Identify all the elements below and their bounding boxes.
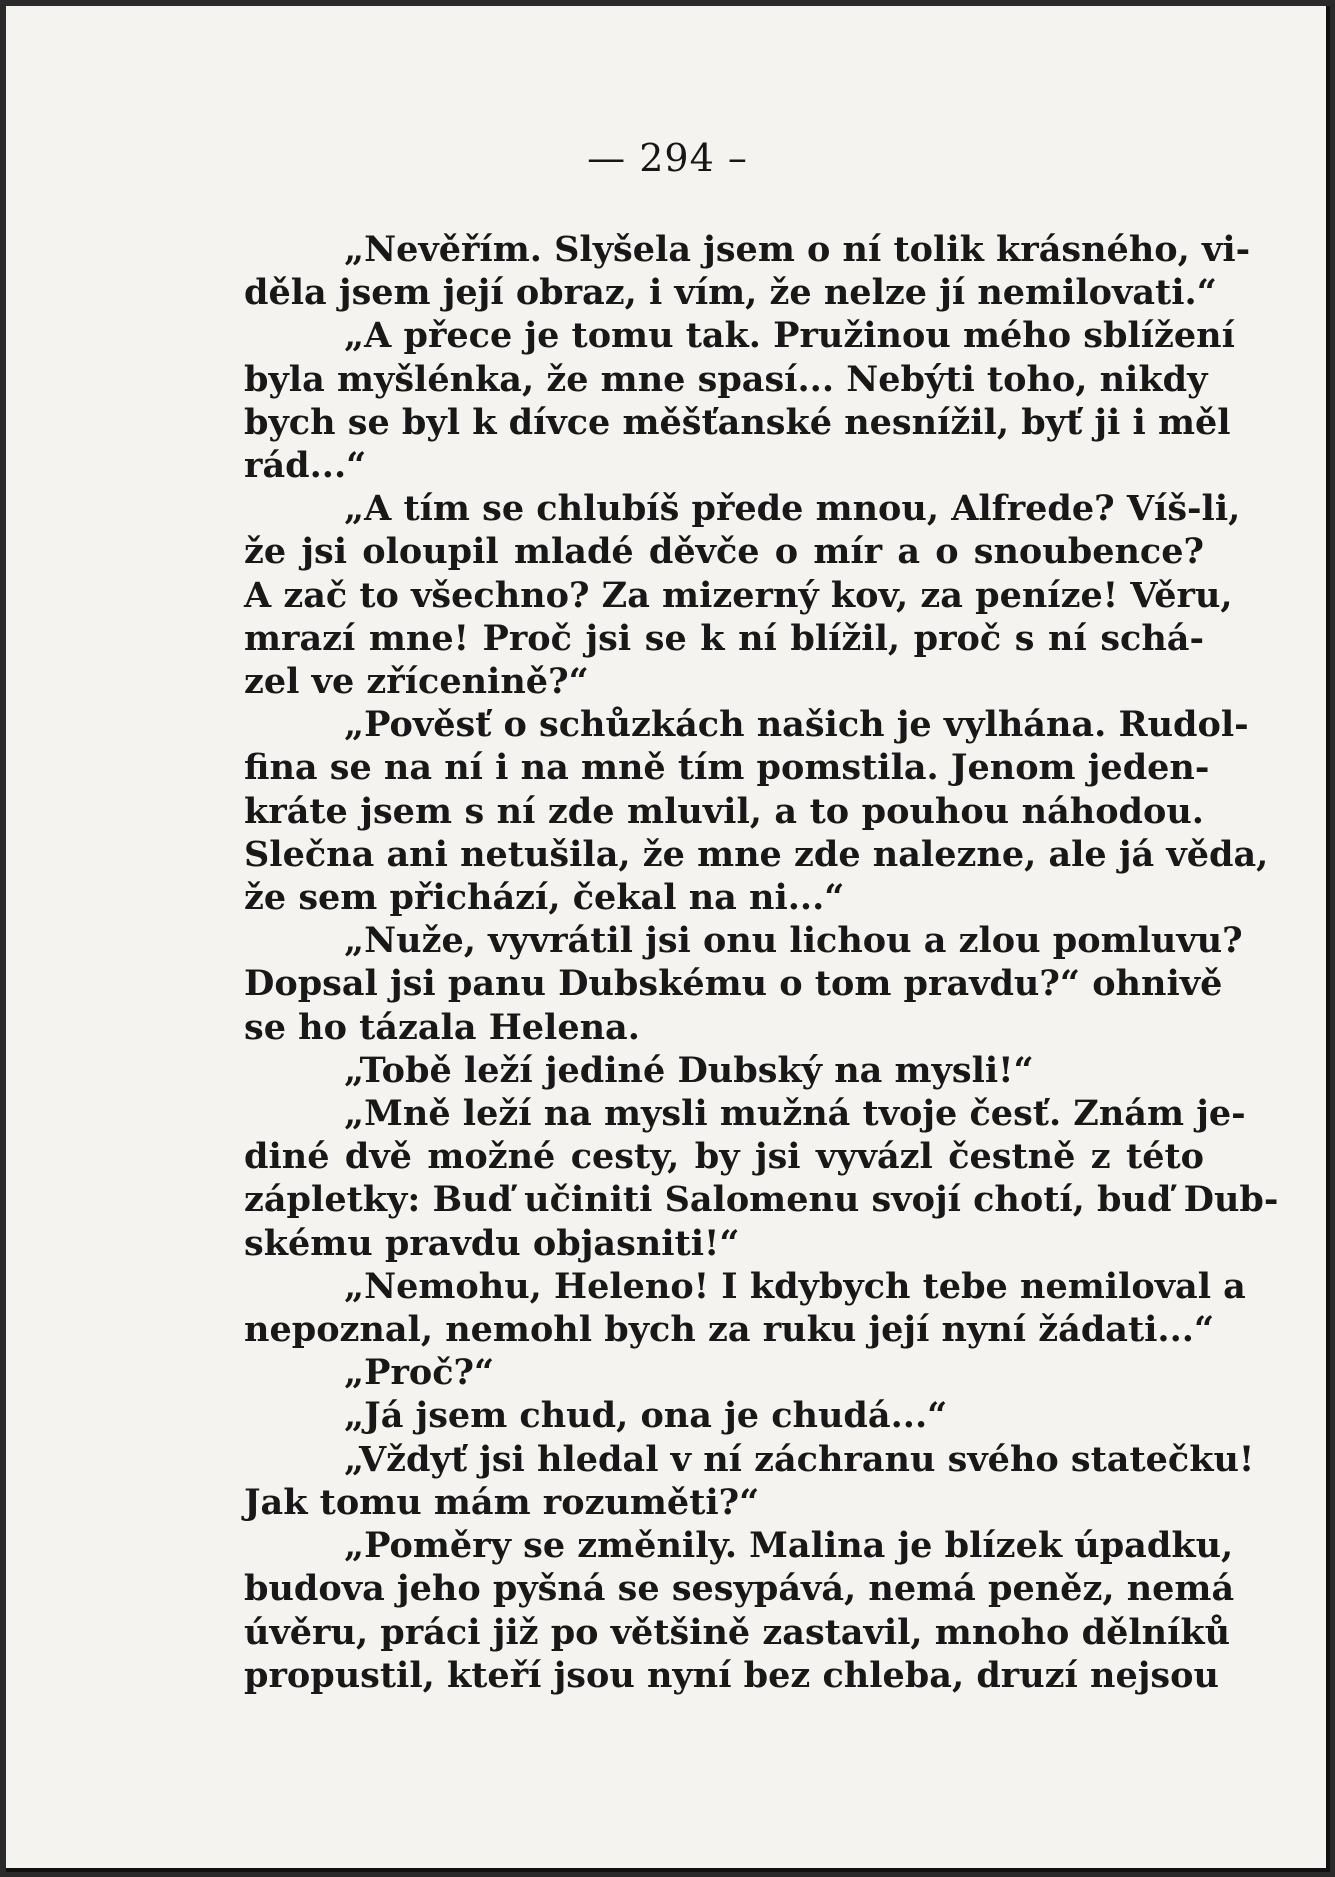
text-line: diné dvě možné cesty, by jsi vyvázl čestně z této [244, 1136, 1204, 1178]
text-line: budova jeho pyšná se sesypává, nemá peněz, nemá [244, 1568, 1235, 1610]
text-line: „Poměry se změnily. Malina je blízek úpadku, [344, 1525, 1234, 1567]
text-line: „Nuže, vyvrátil jsi onu lichou a zlou pomluvu? [344, 920, 1243, 962]
text-line: „A tím se chlubíš přede mnou, Alfrede? Víš-li, [344, 488, 1241, 530]
text-line: „Vždyť jsi hledal v ní záchranu svého statečku! [344, 1438, 1255, 1480]
page-number: — 294 – [587, 136, 748, 180]
text-line: fina se na ní i na mně tím pomstila. Jenom jeden- [244, 747, 1210, 789]
text-line: nepoznal, nemohl bych za ruku její nyní žádati...“ [244, 1309, 1215, 1351]
text-line: A zač to všechno? Za mizerný kov, za peníze! Věru, [244, 574, 1233, 616]
text-line: „A přece je tomu tak. Pružinou mého sblížení [344, 315, 1235, 357]
text-line: zápletky: Buď učiniti Salomenu svojí chotí, buď Dub- [244, 1179, 1279, 1221]
text-line: se ho tázala Helena. [244, 1006, 640, 1048]
text-line: „Proč?“ [344, 1352, 495, 1394]
text-line: „Já jsem chud, ona je chudá...“ [344, 1395, 948, 1437]
text-line: kráte jsem s ní zde mluvil, a to pouhou náhodou. [244, 790, 1204, 832]
body-text [244, 228, 1279, 1697]
text-line: úvěru, práci již po většině zastavil, mnoho dělníků [244, 1611, 1231, 1653]
text-line: zel ve zřícenině?“ [244, 661, 589, 703]
text-line: bych se byl k dívce měšťanské nesnížil, byť ji i měl [244, 401, 1231, 443]
text-line: Dopsal jsi panu Dubskému o tom pravdu?“ ohnivě [244, 963, 1223, 1005]
text-line: děla jsem její obraz, i vím, že nelze jí nemilovati.“ [244, 272, 1217, 314]
text-line: „Mně leží na mysli mužná tvoje česť. Znám je- [344, 1093, 1246, 1135]
text-line: propustil, kteří jsou nyní bez chleba, druzí nejsou [244, 1654, 1219, 1696]
text-line: Jak tomu mám rozuměti?“ [244, 1481, 760, 1523]
text-line: byla myšlénka, že mne spasí... Nebýti toho, nikdy [244, 358, 1208, 400]
text-line: skému pravdu objasniti!“ [244, 1222, 740, 1264]
text-line: Slečna ani netušila, že mne zde nalezne, ale já věda, [244, 833, 1269, 875]
text-line: „Tobě leží jediné Dubský na mysli!“ [344, 1049, 1034, 1091]
text-line: „Pověsť o schůzkách našich je vylhána. Rudol- [344, 704, 1249, 746]
text-line: že sem přichází, čekal na ni...“ [244, 877, 845, 919]
text-line: že jsi oloupil mladé děvče o mír a o snoubence? [244, 531, 1204, 573]
text-line: mrazí mne! Proč jsi se k ní blížil, proč s ní schá- [244, 617, 1204, 659]
text-line: rád...“ [244, 445, 367, 487]
text-line: „Nemohu, Heleno! I kdybych tebe nemiloval a [344, 1265, 1246, 1307]
text-line: „Nevěřím. Slyšela jsem o ní tolik krásného, vi- [344, 229, 1251, 270]
